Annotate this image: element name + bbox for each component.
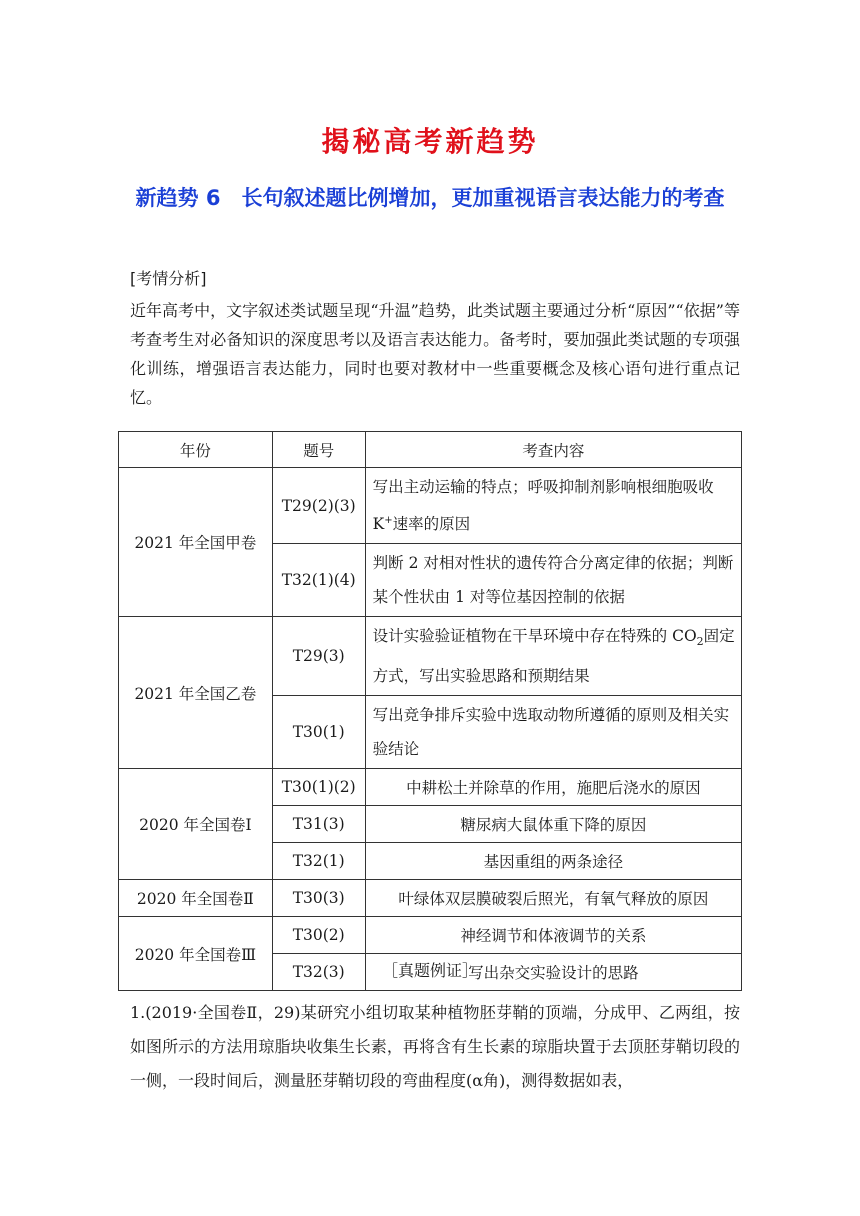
content-cell: 糖尿病大鼠体重下降的原因 <box>365 806 741 843</box>
content-cell: 写出杂交实验设计的思路 <box>365 954 741 991</box>
table-row <box>119 880 742 917</box>
content-cell: 写出竞争排斥实验中选取动物所遵循的原则及相关实验结论 <box>365 696 741 769</box>
analysis-heading: [考情分析] <box>130 269 207 288</box>
question-cell: T30(1) <box>272 696 365 769</box>
content-cell: 神经调节和体液调节的关系 <box>365 917 741 954</box>
year-cell: 2021 年全国甲卷 <box>119 468 273 617</box>
header-question: 题号 <box>272 432 365 468</box>
table-row <box>119 917 742 954</box>
question-cell: T32(1) <box>272 843 365 880</box>
header-content: 考查内容 <box>365 432 741 468</box>
question-cell: T29(3) <box>272 617 365 696</box>
table-row <box>119 617 742 696</box>
question-cell: T30(1)(2) <box>272 769 365 806</box>
content-cell: 写出主动运输的特点；呼吸抑制剂影响根细胞吸收 K+速率的原因 <box>365 468 741 544</box>
section-subtitle: 新趋势 6 长句叙述题比例增加，更加重视语言表达能力的考查 <box>135 186 725 210</box>
table-row <box>119 769 742 806</box>
content-cell: 叶绿体双层膜破裂后照光，有氧气释放的原因 <box>365 880 741 917</box>
question-cell: T29(2)(3) <box>272 468 365 544</box>
content-cell: 基因重组的两条途径 <box>365 843 741 880</box>
content-cell: 判断 2 对相对性状的遗传符合分离定律的依据；判断某个性状由 1 对等位基因控制的依据 <box>365 544 741 617</box>
content-cell: 设计实验验证植物在干旱环境中存在特殊的 $CO_2$固定方式，写出实验思路和预期结果 <box>365 617 741 696</box>
question-cell: T32(1)(4) <box>272 544 365 617</box>
analysis-paragraph: 近年高考中，文字叙述类试题呈现“升温”趋势，此类试题主要通过分析“原因”“依据”等考查考生对必备知识的深度思考以及语言表达能力。备考时，要加强此类试题的专项强化训练，增强语言表达能力，同时也要对教材中一些重要概念及核心语句进行重点记忆。 <box>130 301 740 407</box>
table-row <box>119 468 742 544</box>
exam-table <box>118 431 742 991</box>
question-1-text: 1.(2019·全国卷Ⅱ，29)某研究小组切取某种植物胚芽鞘的顶端，分成甲、乙两组，按如图所示的方法用琼脂块收集生长素，再将含有生长素的琼脂块置于去顶胚芽鞘切段的一侧，一段时间后，测量胚芽鞘切段的弯曲程度(α角)，测得数据如表， <box>130 1003 740 1090</box>
question-cell: T31(3) <box>272 806 365 843</box>
year-cell: 2020 年全国卷Ⅲ <box>119 917 273 991</box>
examples-heading: ［真题例证］ <box>381 961 478 980</box>
content-cell: 中耕松土并除草的作用，施肥后浇水的原因 <box>365 769 741 806</box>
question-cell: T30(3) <box>272 880 365 917</box>
table-header-row <box>119 432 742 468</box>
question-cell: T32(3) <box>272 954 365 991</box>
header-year: 年份 <box>119 432 273 468</box>
page-title: 揭秘高考新趋势 <box>321 125 539 158</box>
year-cell: 2021 年全国乙卷 <box>119 617 273 769</box>
year-cell: 2020 年全国卷Ⅱ <box>119 880 273 917</box>
question-cell: T30(2) <box>272 917 365 954</box>
year-cell: 2020 年全国卷Ⅰ <box>119 769 273 880</box>
